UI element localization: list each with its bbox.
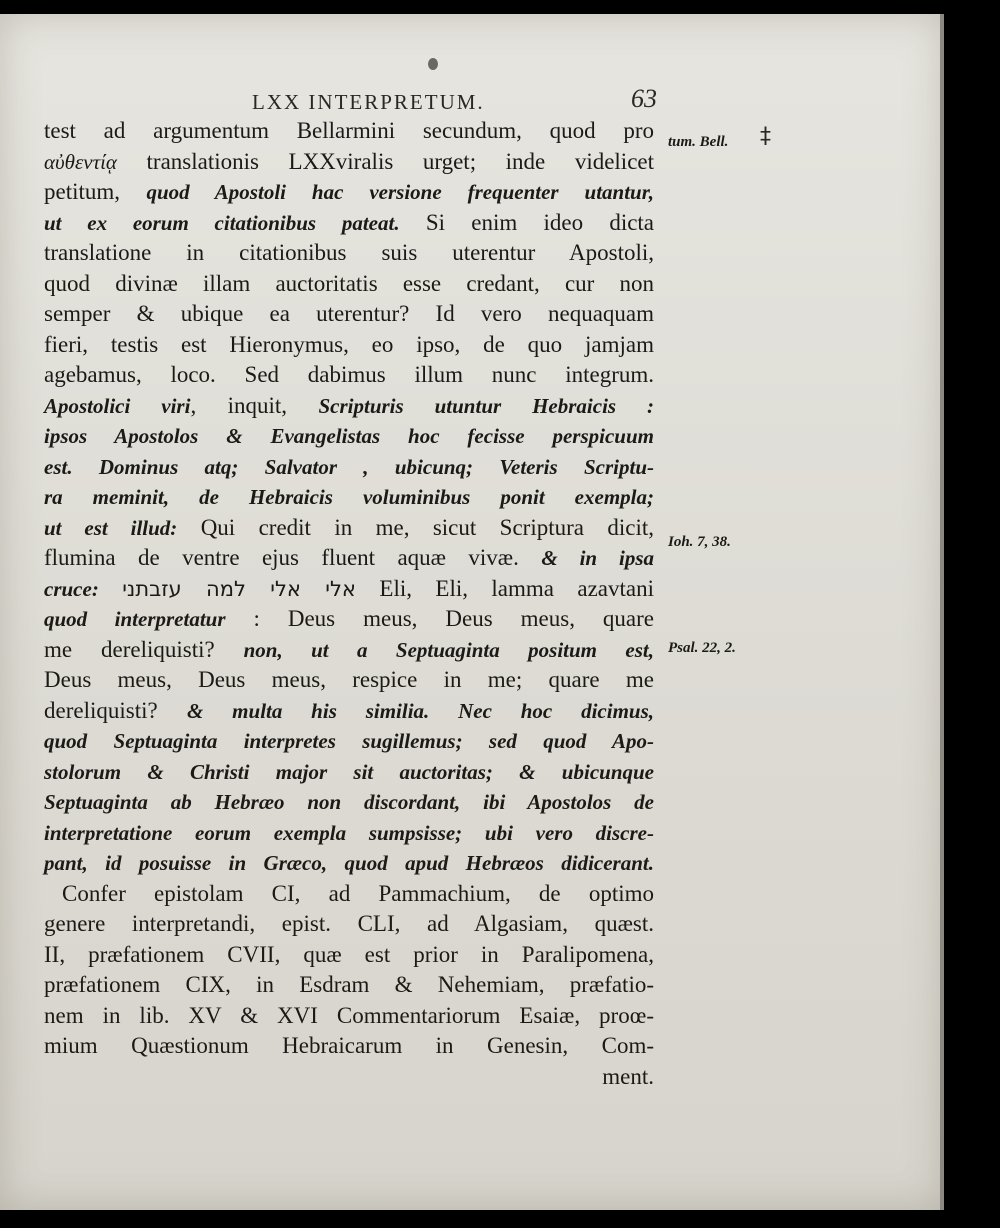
text-line: quod Septuaginta interpretes sugillemus; sed quod Apo- — [44, 729, 654, 753]
text-line: agebamus, loco. Sed dabimus illum nunc integrum. — [44, 362, 654, 387]
body-text — [44, 116, 654, 1092]
italic-span: non, ut a Septuaginta positum est, — [243, 637, 654, 662]
greek-word: αὐθεντίᾳ — [44, 149, 117, 174]
text-line — [44, 635, 654, 666]
text-line — [44, 696, 654, 727]
text-line — [44, 208, 654, 239]
text-line: fieri, testis est Hieronymus, eo ipso, de quo jamjam — [44, 331, 654, 357]
text-line: genere interpretandi, epist. CLI, ad Algasiam, quæst. — [44, 911, 654, 936]
text-span: flumina de ventre ejus fluent aquæ vivæ. — [44, 545, 519, 570]
italic-span: quod interpretatur — [44, 607, 226, 631]
page-edge — [940, 14, 944, 1210]
text-span: Qui credit in me, sicut Scriptura dicit, — [200, 514, 654, 540]
text-line — [44, 604, 654, 635]
text-span: , inquit, — [190, 392, 288, 418]
text-line: Septuaginta ab Hebræo non discordant, ibi Apostolos de — [44, 790, 654, 814]
hebrew-quote: אלי אלי למה עזבתני — [122, 576, 356, 601]
margin-note-bellarmine: tum. Bell. — [668, 134, 729, 150]
text-span: : Deus meus, Deus meus, quare — [253, 606, 654, 631]
italic-span: quod Apostoli hac versione frequenter utantur, — [146, 180, 654, 204]
text-span: me dereliquisti? — [44, 636, 215, 662]
margin-note-psalm: Psal. 22, 2. — [668, 640, 736, 656]
text-line: ipsos Apostolos & Evangelistas hoc fecisse perspicuum — [44, 424, 654, 448]
running-head: LXX INTERPRETUM. — [252, 90, 485, 114]
text-line: ra meminit, de Hebraicis voluminibus ponit exempla; — [44, 485, 654, 509]
text-line: mium Quæstionum Hebraicarum in Genesin, Com- — [44, 1033, 654, 1058]
text-line: interpretatione eorum exempla sumpsisse; ubi vero discre- — [44, 820, 654, 845]
text-span: translationis LXXviralis urget; inde videlicet — [146, 148, 655, 174]
text-line: semper & ubique ea uterentur? Id vero nequaquam — [44, 301, 654, 326]
text-span: petitum, — [44, 179, 121, 204]
text-line — [44, 574, 654, 605]
text-line: Deus meus, Deus meus, respice in me; quare me — [44, 667, 654, 692]
text-line: test ad argumentum Bellarmini secundum, quod pro — [44, 118, 654, 143]
text-line — [44, 543, 654, 574]
italic-span: & multa his similia. Nec hoc dicimus, — [187, 698, 655, 723]
text-line — [44, 513, 654, 544]
text-line: pant, id posuisse in Græco, quod apud Hebræos didicerant. — [44, 851, 654, 875]
text-line — [44, 177, 654, 208]
italic-span: ut est illud: — [44, 515, 178, 540]
text-line: ment. — [602, 1063, 654, 1089]
page-number: 63 — [631, 84, 657, 113]
italic-span: & in ipsa — [541, 546, 655, 570]
text-line: præfationem CIX, in Esdram & Nehemiam, præfatio- — [44, 972, 654, 997]
text-line: quod divinæ illam auctoritatis esse credant, cur non — [44, 270, 654, 296]
text-line — [44, 391, 654, 422]
italic-span: Scripturis utuntur Hebraicis : — [318, 393, 655, 418]
italic-span: Apostolici viri — [44, 393, 191, 418]
text-span: dereliquisti? — [44, 697, 158, 723]
text-span: Si enim ideo dicta — [425, 209, 655, 235]
text-span: Eli, Eli, lamma azavtani — [379, 575, 655, 601]
text-line: stolorum & Christi major sit auctoritas; & ubicunque — [44, 759, 654, 784]
text-line: nem in lib. XV & XVI Commentariorum Esaiæ, proœ- — [44, 1002, 654, 1028]
margin-mark: ‡ — [760, 124, 771, 149]
italic-span: cruce: — [44, 576, 99, 601]
text-line: est. Dominus atq; Salvator , ubicunq; Veteris Scriptu- — [44, 454, 654, 479]
italic-span: ut ex eorum citationibus pateat. — [44, 210, 400, 235]
ink-spot — [428, 58, 438, 70]
text-line: Confer epistolam CI, ad Pammachium, de optimo — [62, 880, 654, 906]
text-line: II, præfationem CVII, quæ est prior in Paralipomena, — [44, 941, 654, 967]
margin-note-john: Ioh. 7, 38. — [668, 534, 731, 550]
text-line — [44, 147, 654, 178]
text-line: translatione in citationibus suis uterentur Apostoli, — [44, 240, 654, 265]
